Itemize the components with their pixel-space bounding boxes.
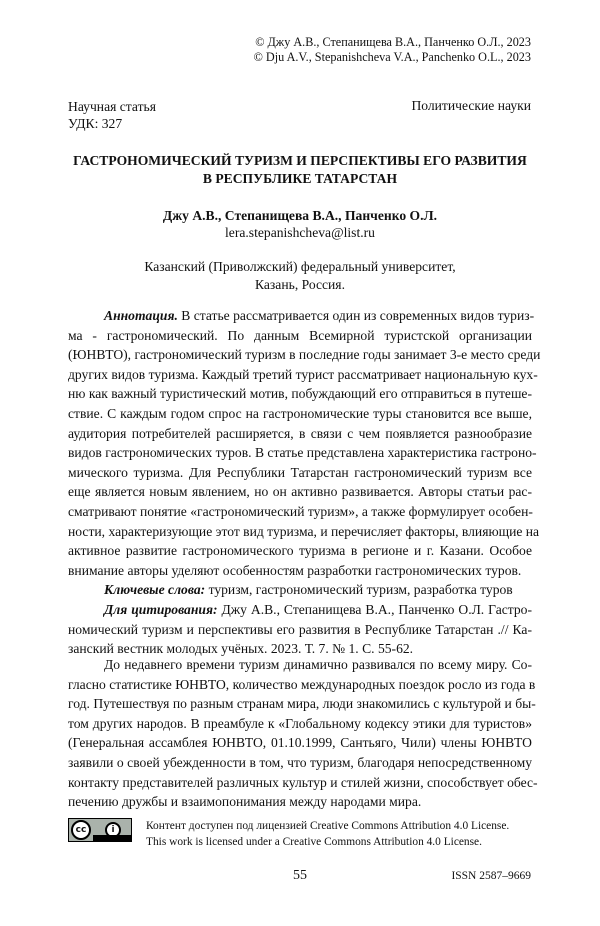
section-label: Аннотация. [104,308,178,323]
text-line [68,424,532,444]
udc: УДК: 327 [68,115,156,132]
article-meta [68,98,156,132]
line-text: том других народов. В преамбуле к «Глобальному кодексу этики для туристов» [68,716,532,731]
body-paragraph [68,655,532,812]
text-line [68,600,532,620]
abstract-text [68,306,532,580]
text-line [68,482,532,502]
line-text: номический туризм и перспективы его развития в Республике Татарстан .// Ка- [68,622,532,637]
keywords-label: Ключевые слова: [104,582,205,597]
text-line [68,753,532,773]
line-text: других видов туризма. Каждый третий турист рассматривает национальную кух- [68,367,538,382]
line-text: сматривают понятие «гастрономический туризм», а также формулирует особен- [68,504,533,519]
line-text: год. Путешествуя по разным странам мира, люди знакомились с культурой и бы- [68,696,536,711]
badge-band [93,835,131,841]
text-line [68,541,532,561]
affiliation-line: Казанский (Приволжский) федеральный университет, [68,258,532,276]
keywords-text: туризм, гастрономический туризм, разработка туров [205,582,513,597]
license-text [146,818,509,850]
line-text: активное развитие гастрономического туризма в регионе и г. Казани. Особое [68,543,532,558]
line-text: печению дружбы и взаимопонимания между народами мира. [68,794,421,809]
text-line [68,714,532,734]
citation [68,600,532,659]
line-text: (ЮНВТО), гастрономический туризм в последние годы занимает 3-е место среди [68,347,540,362]
line-text: (Генеральная ассамблея ЮНВТО, 01.10.1999, Сантьяго, Чили) члены ЮНВТО [68,735,532,750]
text-line [68,773,532,793]
text-line [68,365,532,385]
abstract-section [68,306,532,659]
line-text: ню как важный туристический мотив, побуждающий его отправиться в путеше- [68,386,532,401]
authors-block [68,207,532,241]
license-line-en: This work is licensed under a Creative Commons Attribution 4.0 License. [146,834,509,850]
line-text: заявили о своей убежденности в том, что туризм, благодаря непосредственному [68,755,532,770]
author-email[interactable]: lera.stepanishcheva@list.ru [68,224,532,241]
line-text: Джу А.В., Степанищева В.А., Панченко О.Л. Гастро- [218,602,532,617]
copyright-en: © Dju A.V., Stepanishcheva V.A., Panchenko O.L., 2023 [254,50,531,65]
title-line: ГАСТРОНОМИЧЕСКИЙ ТУРИЗМ И ПЕРСПЕКТИВЫ ЕГО РАЗВИТИЯ [68,152,532,170]
text-line [68,694,532,714]
affiliation [68,258,532,294]
text-line [68,345,532,365]
line-text: До недавнего времени туризм динамично развивался по всему миру. Со- [104,657,532,672]
line-text: контакту представителей различных культур и стилей жизни, способствует обес- [68,775,538,790]
line-text: ствие. С каждым годом спрос на гастрономические туры становится все выше, [68,406,532,421]
line-text: еще является новым явлением, но он активно развивается. Авторы статьи рас- [68,484,532,499]
text-line [68,463,532,483]
attribution-person-icon: i [105,822,121,838]
text-line [68,502,532,522]
line-text: видов гастрономических туров. В статье представлена характеристика гастроно- [68,445,537,460]
text-line [68,620,532,640]
text-line [68,326,532,346]
line-text: аудитория потребителей расширяется, в связи с чем появляется разнообразие [68,426,532,441]
copyright-ru: © Джу А.В., Степанищева В.А., Панченко О.Л., 2023 [254,35,531,50]
cc-icon: cc [71,820,91,840]
line-text: внимание авторы уделяют особенностям разработки гастрономических туров. [68,563,521,578]
text-line [68,522,532,542]
license-line-ru: Контент доступен под лицензией Creative Commons Attribution 4.0 License. [146,818,509,834]
line-text: ности, характеризующие этот вид туризма, и перечисляет факторы, влияющие на [68,524,539,539]
section-name: Политические науки [411,98,531,114]
text-line [68,306,532,326]
section-label: Для цитирования: [104,602,218,617]
issn: ISSN 2587–9669 [451,870,531,882]
author-names: Джу А.В., Степанищева В.А., Панченко О.Л. [68,207,532,224]
text-line [68,733,532,753]
article-title [68,152,532,188]
text-line [68,443,532,463]
cc-by-license-badge[interactable] [68,818,132,842]
affiliation-line: Казань, Россия. [68,276,532,294]
line-text: ма - гастрономический. По данным Всемирной туристской организации [68,328,532,343]
article-type: Научная статья [68,98,156,115]
keywords [68,580,532,600]
line-text: В статье рассматривается один из современных видов туриз- [178,308,534,323]
page-number: 55 [0,868,600,884]
copyright-notice [254,35,531,65]
title-line: В РЕСПУБЛИКЕ ТАТАРСТАН [68,170,532,188]
text-line [68,404,532,424]
text-line [68,384,532,404]
text-line [68,655,532,675]
line-text: гласно статистике ЮНВТО, количество международных поездок росло из года в [68,677,535,692]
text-line [68,675,532,695]
text-line [68,561,532,581]
text-line [68,792,532,812]
line-text: занский вестник молодых учёных. 2023. Т. 7. № 1. С. 55-62. [68,641,413,656]
line-text: мического туризма. Для Республики Татарстан гастрономический туризм все [68,465,532,480]
